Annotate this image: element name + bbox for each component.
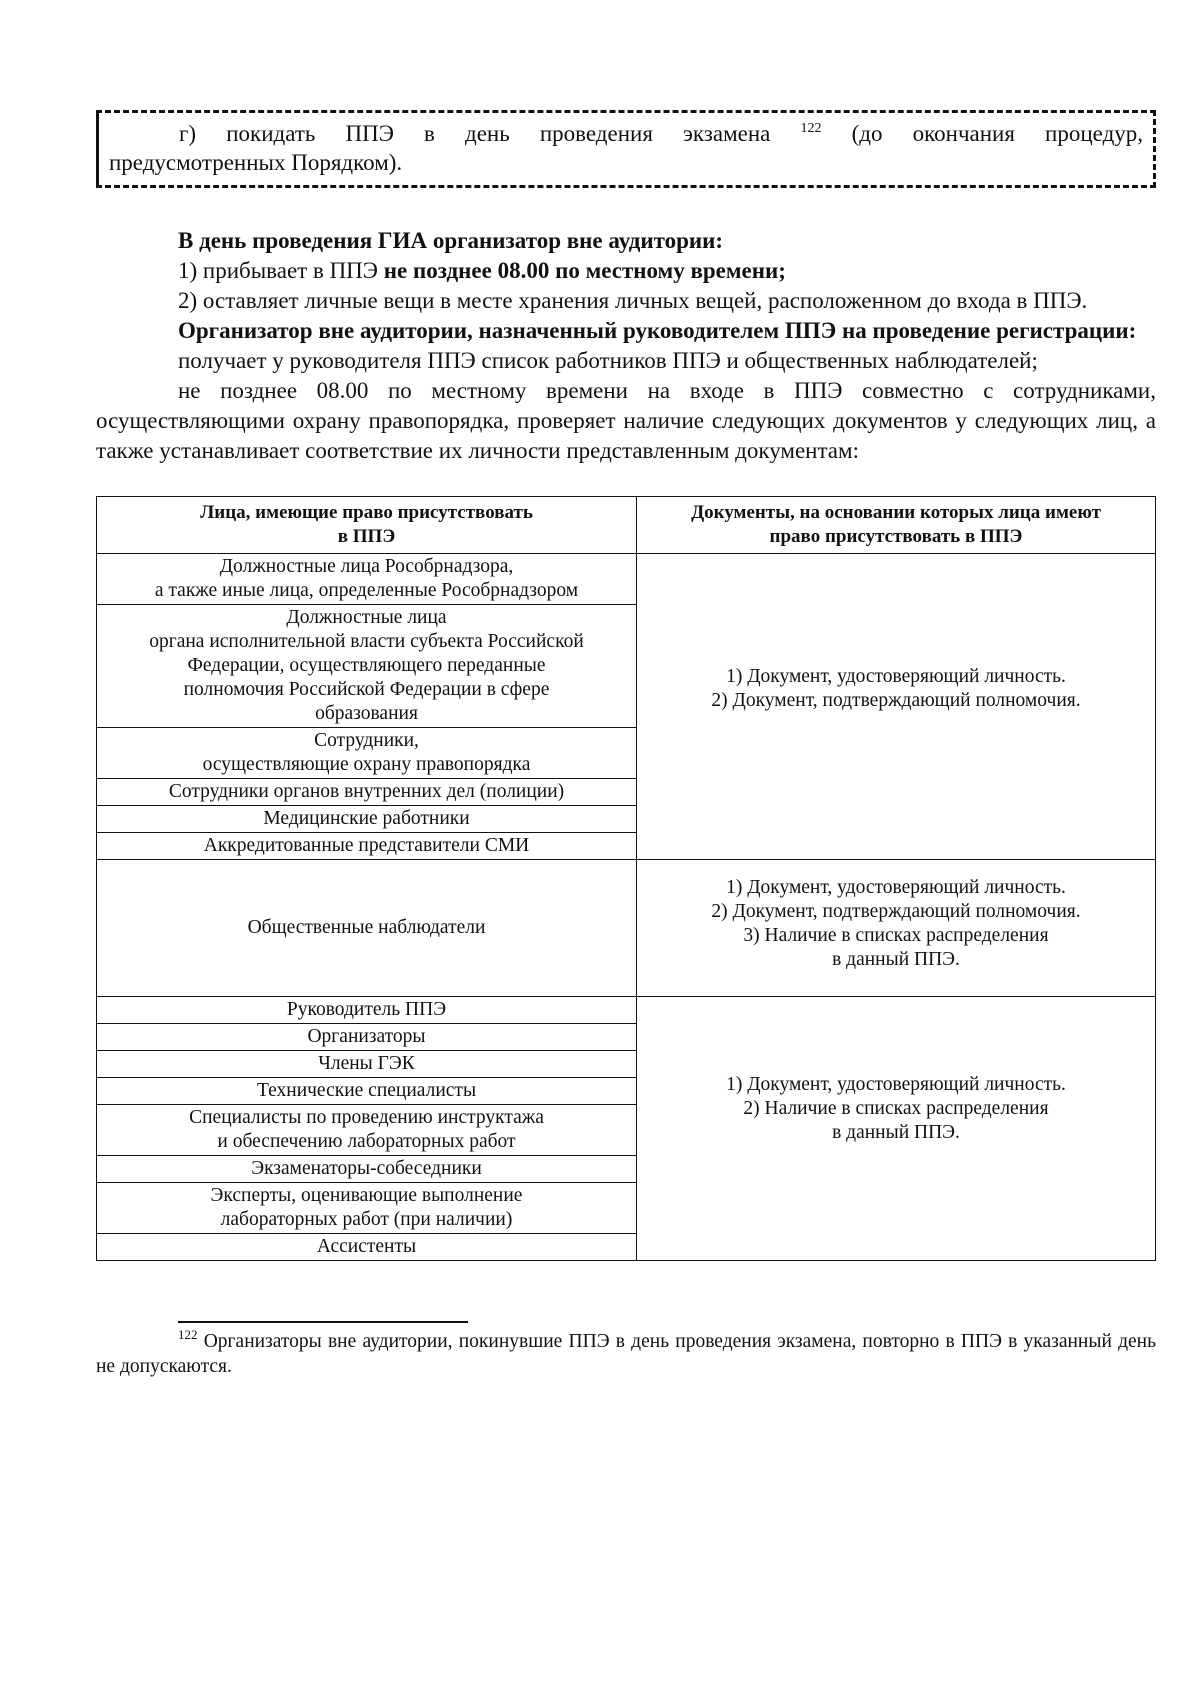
paragraph-checks-documents: не позднее 08.00 по местному времени на входе в ППЭ совместно с сотрудниками, осуществляющими охрану правопорядка, проверяет наличие следующих документов у следующих лиц, а также устанавливает соответствие их личности представленным документам: xyxy=(96,378,1156,463)
table-header-row xyxy=(97,497,1156,554)
highlighted-clause-box xyxy=(96,110,1156,188)
person-cell: Специалисты по проведению инструктажа и обеспечению лабораторных работ xyxy=(97,1105,637,1156)
documents-cell: 1) Документ, удостоверяющий личность. 2) Документ, подтверждающий полномочия. 3) Наличие в списках распределения в данный ППЭ. xyxy=(637,860,1156,997)
item-personal-items: 2) оставляет личные вещи в месте хранения личных вещей, расположенном до входа в ППЭ. xyxy=(178,288,1088,313)
item-arrival-time: не позднее 08.00 по местному времени; xyxy=(383,258,786,283)
footnote-reference: 122 xyxy=(800,121,822,136)
person-cell: Эксперты, оценивающие выполнение лабораторных работ (при наличии) xyxy=(97,1183,637,1234)
footnote-divider xyxy=(178,1321,468,1323)
footnote xyxy=(96,1329,1156,1379)
clause-text-continued: (до окончания процедур, xyxy=(851,121,1144,146)
section-heading-exam-day: В день проведения ГИА организатор вне аудитории: xyxy=(178,228,724,253)
table-row xyxy=(97,554,1156,605)
person-cell: Сотрудники, осуществляющие охрану правопорядка xyxy=(97,728,637,779)
access-documents-table xyxy=(96,496,1156,1261)
person-cell: Сотрудники органов внутренних дел (полиции) xyxy=(97,779,637,806)
item-arrival-text: 1) прибывает в ППЭ xyxy=(178,258,384,283)
clause-text: г) покидать ППЭ в день проведения экзамена xyxy=(179,121,771,146)
clause-line-2: предусмотренных Порядком). xyxy=(109,150,403,175)
person-cell: Медицинские работники xyxy=(97,806,637,833)
documents-cell: 1) Документ, удостоверяющий личность. 2) Наличие в списках распределения в данный ППЭ. xyxy=(637,997,1156,1261)
table-row xyxy=(97,860,1156,997)
header-persons: Лица, имеющие право присутствовать в ППЭ xyxy=(97,497,637,554)
footnote-number: 122 xyxy=(178,1327,198,1342)
documents-cell: 1) Документ, удостоверяющий личность. 2) Документ, подтверждающий полномочия. xyxy=(637,554,1156,860)
person-cell: Технические специалисты xyxy=(97,1078,637,1105)
clause-line-1 xyxy=(109,119,1143,148)
person-cell: Должностные лица органа исполнительной власти субъекта Российской Федерации, осуществляющего переданные полномочия Российской Федерации в сфере образования xyxy=(97,605,637,728)
table-body xyxy=(97,554,1156,1261)
header-documents: Документы, на основании которых лица имеют право присутствовать в ППЭ xyxy=(637,497,1156,554)
person-cell: Общественные наблюдатели xyxy=(97,860,637,997)
person-cell: Должностные лица Рособрнадзора, а также иные лица, определенные Рособрнадзором xyxy=(97,554,637,605)
section-heading-registration: Организатор вне аудитории, назначенный руководителем ППЭ на проведение регистрации: xyxy=(178,318,1137,343)
person-cell: Организаторы xyxy=(97,1024,637,1051)
person-cell: Руководитель ППЭ xyxy=(97,997,637,1024)
document-page xyxy=(96,110,1156,1379)
person-cell: Ассистенты xyxy=(97,1234,637,1261)
person-cell: Экзаменаторы-собеседники xyxy=(97,1156,637,1183)
table-row xyxy=(97,997,1156,1024)
footnote-text: Организаторы вне аудитории, покинувшие ППЭ в день проведения экзамена, повторно в ППЭ в указанный день не допускаются. xyxy=(96,1331,1157,1377)
person-cell: Аккредитованные представители СМИ xyxy=(97,833,637,860)
item-arrival xyxy=(96,256,1156,286)
paragraph-receives-list: получает у руководителя ППЭ список работников ППЭ и общественных наблюдателей; xyxy=(178,348,1038,373)
person-cell: Члены ГЭК xyxy=(97,1051,637,1078)
